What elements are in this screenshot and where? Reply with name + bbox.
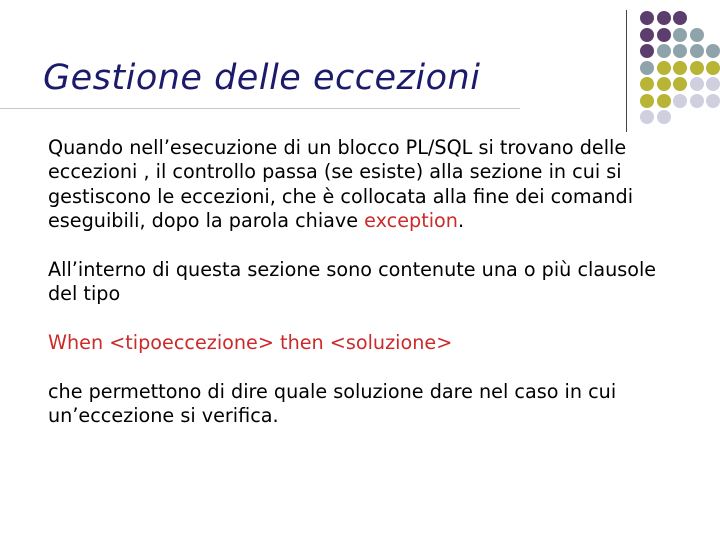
paragraph-1 — [48, 136, 688, 234]
decor-vertical-line — [626, 10, 627, 132]
decor-dot — [690, 44, 704, 58]
decor-dot — [673, 44, 687, 58]
decor-dot — [690, 77, 704, 91]
decor-dot — [673, 77, 687, 91]
decor-dot — [657, 28, 671, 42]
decor-dot — [673, 11, 687, 25]
decor-dot — [657, 77, 671, 91]
decor-dot — [640, 94, 654, 108]
decor-dot — [690, 94, 704, 108]
decor-dot — [640, 11, 654, 25]
decor-dot — [640, 61, 654, 75]
decor-dot — [657, 110, 671, 124]
decor-dot — [706, 94, 720, 108]
slide-title: Gestione delle eccezioni — [43, 58, 481, 98]
decor-dot — [673, 28, 687, 42]
decor-dot — [673, 94, 687, 108]
decor-dot — [690, 28, 704, 42]
decor-dot — [706, 77, 720, 91]
decor-dot — [673, 61, 687, 75]
clause-syntax: When <tipoeccezione> then <soluzione> — [48, 331, 453, 355]
slide-body — [48, 136, 688, 429]
decor-dot — [706, 61, 720, 75]
decor-dot — [640, 28, 654, 42]
keyword-exception: exception — [364, 209, 458, 233]
decor-dot — [640, 44, 654, 58]
decor-dot — [657, 94, 671, 108]
paragraph-1-text: Quando nell’esecuzione di un blocco PL/SQL si trovano delle eccezioni , il controllo passa (se esiste) alla sezione in cui si gestiscono le eccezioni, che è collocata alla fine dei comandi eseguibili, dopo la parola chiave — [48, 136, 634, 233]
decor-dot — [640, 110, 654, 124]
paragraph-3: che permettono di dire quale soluzione dare nel caso in cui un’eccezione si verifica. — [48, 380, 617, 428]
decor-dot — [657, 61, 671, 75]
paragraph-1-end: . — [457, 209, 465, 233]
decor-dot — [657, 44, 671, 58]
paragraph-2: All’interno di questa sezione sono contenute una o più clausole del tipo — [48, 258, 657, 306]
title-divider — [0, 108, 520, 109]
decor-dot — [690, 61, 704, 75]
decor-dot — [657, 11, 671, 25]
decor-dot — [706, 44, 720, 58]
decor-dot — [640, 77, 654, 91]
